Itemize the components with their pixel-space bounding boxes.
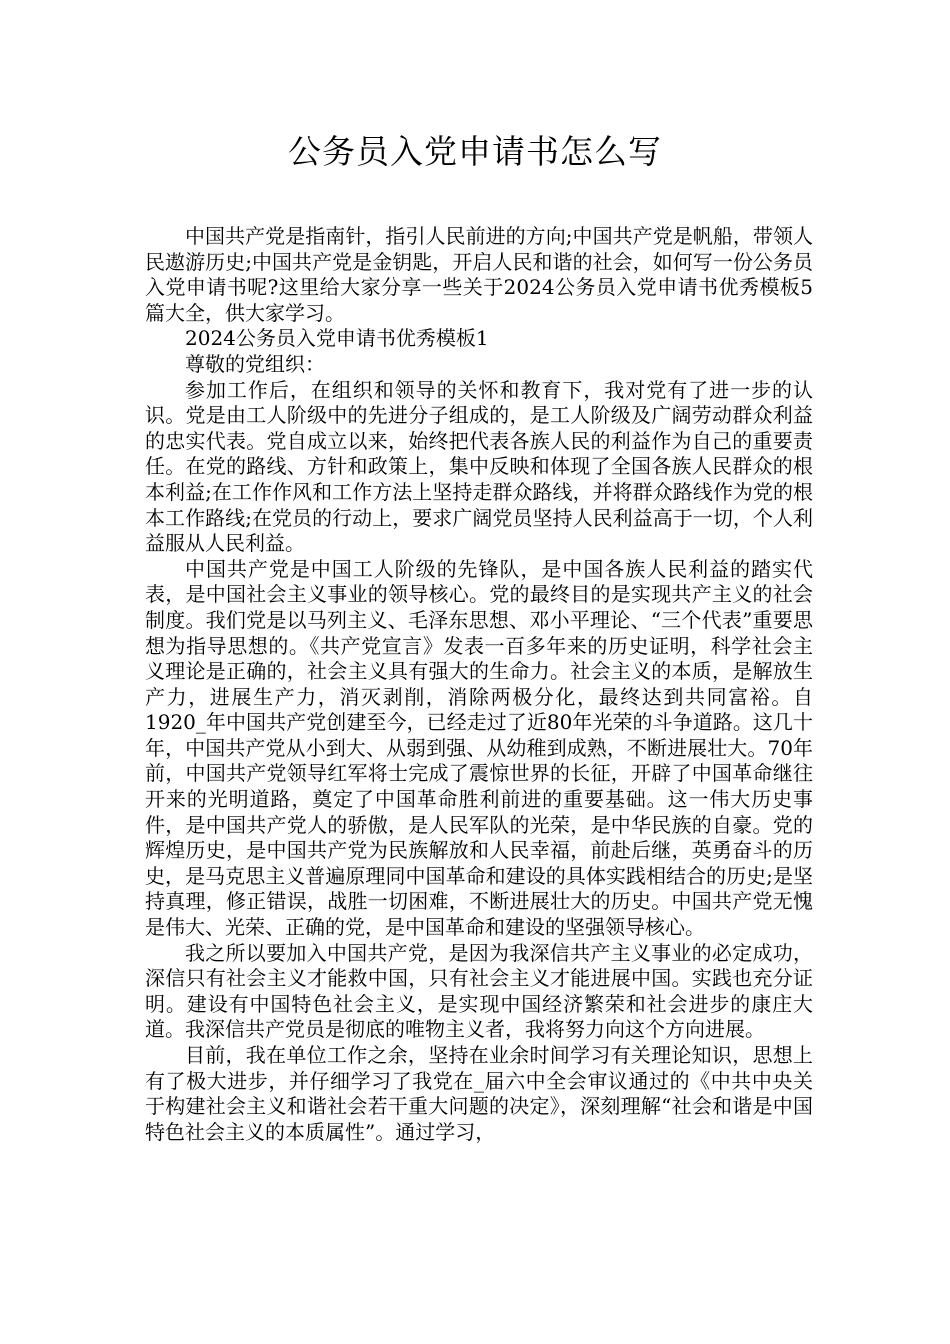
intro-paragraph: 中国共产党是指南针，指引人民前进的方向;中国共产党是帆船，带领人民遨游历史;中国共产党是金钥匙，开启人民和谐的社会，如何写一份公务员入党申请书呢?这里给大家分享一些关于2024公务员入党申请书优秀模板5篇大全，供大家学习。: [145, 224, 813, 325]
section-heading: 2024公务员入党申请书优秀模板1: [185, 326, 489, 351]
document-title: 公务员入党申请书怎么写: [288, 132, 662, 171]
salutation: 尊敬的党组织：: [185, 351, 325, 376]
body-paragraph-2: 中国共产党是中国工人阶级的先锋队，是中国各族人民利益的踏实代表，是中国社会主义事业的领导核心。党的最终目的是实现共产主义的社会制度。我们党是以马列主义、毛泽东思想、邓小平理论、“三个代表”重要思想为指导思想的。《共产党宣言》发表一百多年来的历史证明，科学社会主义理论是正确的，社会主义具有强大的生命力。社会主义的本质，是解放生产力，进展生产力，消灭剥削，消除两极分化，最终达到共同富裕。自1920_年中国共产党创建至今，已经走过了近80年光荣的斗争道路。这几十年，中国共产党从小到大、从弱到强、从幼稚到成熟，不断进展壮大。70年前，中国共产党领导红军将士完成了震惊世界的长征，开辟了中国革命继往开来的光明道路，奠定了中国革命胜利前进的重要基础。这一伟大历史事件，是中国共产党人的骄傲，是人民军队的光荣，是中华民族的自豪。党的辉煌历史，是中国共产党为民族解放和人民幸福，前赴后继，英勇奋斗的历史，是马克思主义普遍原理同中国革命和建设的具体实践相结合的历史;是坚持真理，修正错误，战胜一切困难，不断进展壮大的历史。中国共产党无愧是伟大、光荣、正确的党，是中国革命和建设的坚强领导核心。: [145, 556, 813, 940]
document-body: [145, 224, 813, 1145]
body-paragraph-1: 参加工作后，在组织和领导的关怀和教育下，我对党有了进一步的认识。党是由工人阶级中的先进分子组成的，是工人阶级及广阔劳动群众利益的忠实代表。党自成立以来，始终把代表各族人民的利益作为自己的重要责任。在党的路线、方针和政策上，集中反映和体现了全国各族人民群众的根本利益;在工作作风和工作方法上坚持走群众路线，并将群众路线作为党的根本工作路线;在党员的行动上，要求广阔党员坚持人民利益高于一切，个人利益服从人民利益。: [145, 377, 813, 556]
body-paragraph-3: 我之所以要加入中国共产党，是因为我深信共产主义事业的必定成功，深信只有社会主义才能救中国，只有社会主义才能进展中国。实践也充分证明。建设有中国特色社会主义，是实现中国经济繁荣和社会进步的康庄大道。我深信共产党员是彻底的唯物主义者，我将努力向这个方向进展。: [145, 940, 813, 1042]
body-paragraph-4: 目前，我在单位工作之余，坚持在业余时间学习有关理论知识，思想上有了极大进步，并仔细学习了我党在_届六中全会审议通过的《中共中央关于构建社会主义和谐社会若干重大问题的决定》，深刻理解“社会和谐是中国特色社会主义的本质属性”。通过学习，: [145, 1043, 813, 1144]
